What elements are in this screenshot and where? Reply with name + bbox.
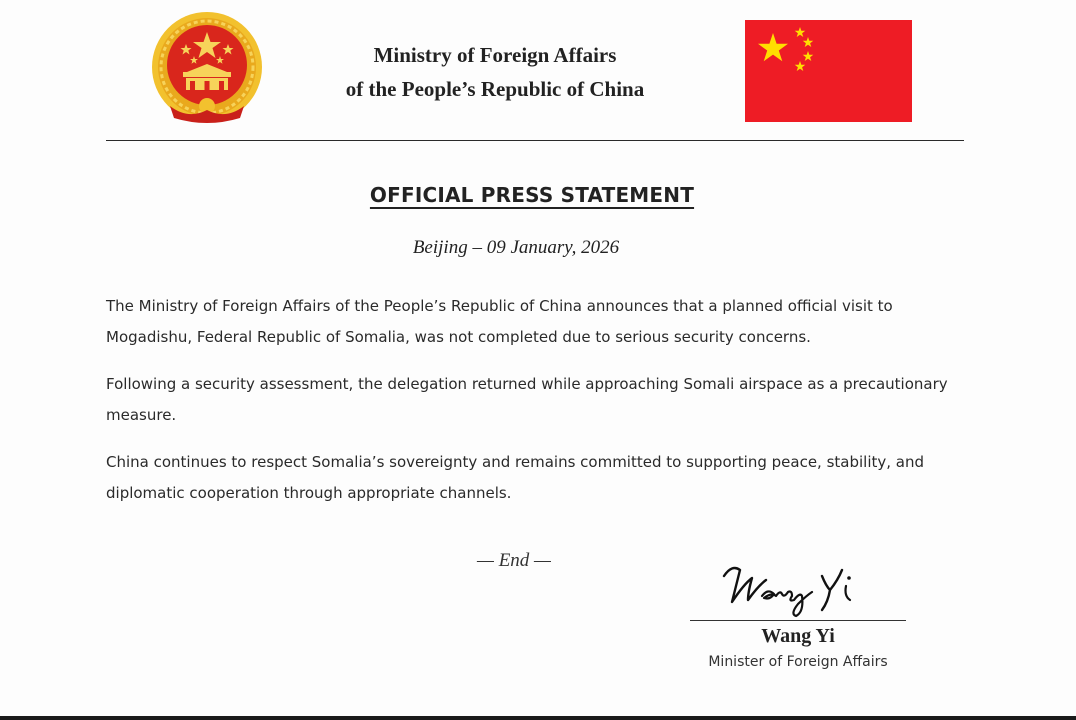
ministry-heading bbox=[290, 38, 700, 106]
handwritten-signature bbox=[718, 556, 868, 618]
signatory-title: Minister of Foreign Affairs bbox=[708, 654, 888, 670]
ministry-line-1: Ministry of Foreign Affairs bbox=[373, 43, 617, 67]
statement-body bbox=[106, 291, 956, 525]
ministry-line-2: of the People’s Republic of China bbox=[345, 77, 645, 101]
statement-title-text: OFFICIAL PRESS STATEMENT bbox=[369, 183, 695, 207]
dateline: Beijing – 09 January, 2026 bbox=[412, 237, 620, 258]
statement-paragraph: Following a security assessment, the delegation returned while approaching Somali airspace as a precautionary measure. bbox=[106, 375, 948, 424]
statement-paragraph: The Ministry of Foreign Affairs of the People’s Republic of China announces that a planned official visit to Mogadishu, Federal Republic of Somalia, was not completed due to serious security concerns. bbox=[106, 297, 893, 346]
statement-paragraph: China continues to respect Somalia’s sovereignty and remains committed to supporting peace, stability, and diplomatic cooperation through appropriate channels. bbox=[106, 453, 925, 502]
statement-title bbox=[300, 183, 764, 207]
signature-line bbox=[690, 620, 906, 621]
end-mark: — End — bbox=[477, 550, 551, 571]
china-flag-icon bbox=[745, 20, 912, 122]
signatory-name: Wang Yi bbox=[761, 625, 835, 647]
bottom-border bbox=[0, 716, 1076, 720]
header-divider bbox=[106, 140, 964, 141]
national-emblem-icon bbox=[150, 10, 264, 124]
